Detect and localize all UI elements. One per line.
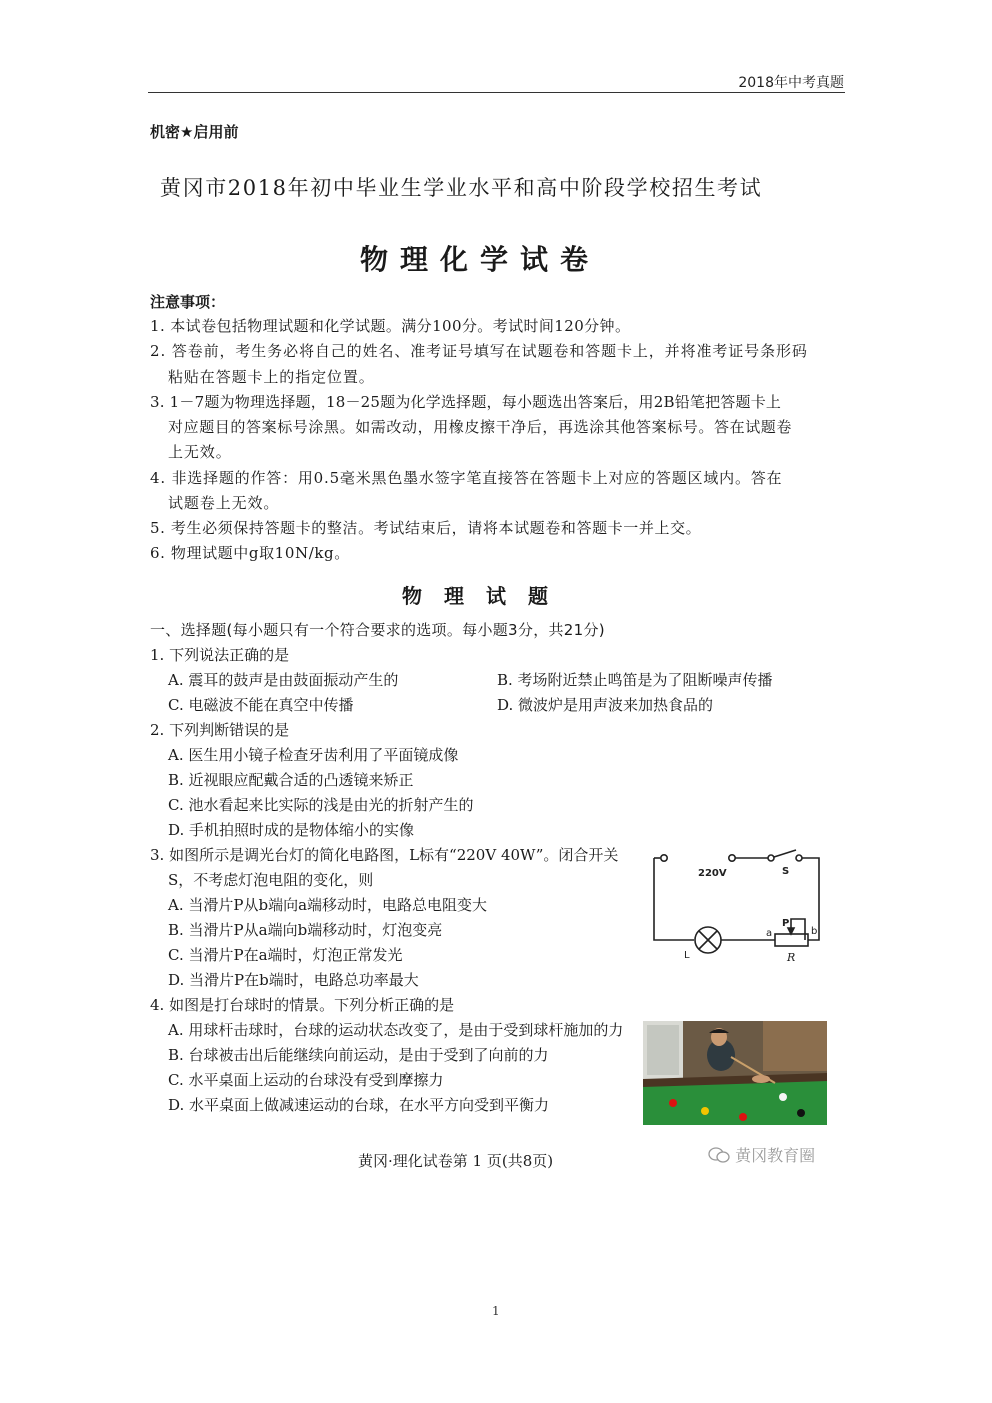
paper-title: 物理化学试卷 xyxy=(360,243,601,276)
circuit-diagram xyxy=(650,848,826,964)
notice-line: 1. 本试卷包括物理试题和化学试题。满分100分。考试时间120分钟。 xyxy=(150,317,631,335)
switch-label: S xyxy=(782,866,790,877)
end-b-label: b xyxy=(811,926,818,937)
notice-line: 5. 考生必须保持答题卡的整洁。考试结束后，请将本试题卷和答题卡一并上交。 xyxy=(150,519,702,537)
question-4-option-b: B. 台球被击出后能继续向前运动，是由于受到了向前的力 xyxy=(168,1046,549,1064)
question-2-option-d: D. 手机拍照时成的是物体缩小的实像 xyxy=(168,821,415,839)
voltage-label: 220V xyxy=(698,868,727,879)
notice-line: 6. 物理试题中g取10N/kg。 xyxy=(150,544,350,562)
question-4-option-d: D. 水平桌面上做减速运动的台球，在水平方向受到平衡力 xyxy=(168,1096,550,1114)
question-3-option-d: D. 当滑片P在b端时，电路总功率最大 xyxy=(168,971,419,989)
question-4-stem: 4. 如图是打台球时的情景。下列分析正确的是 xyxy=(150,996,455,1014)
question-4-option-c: C. 水平桌面上运动的台球没有受到摩擦力 xyxy=(168,1071,444,1089)
confidential-mark: 机密★启用前 xyxy=(150,123,239,141)
switch-pivot xyxy=(768,855,774,861)
header-rule xyxy=(148,92,845,93)
wechat-icon xyxy=(708,1147,730,1163)
question-3-stem-cont: S，不考虑灯泡电阻的变化，则 xyxy=(168,871,374,889)
resistor-r xyxy=(775,934,808,946)
question-3-option-b: B. 当滑片P从a端向b端移动时，灯泡变亮 xyxy=(168,921,443,939)
question-2-option-b: B. 近视眼应配戴合适的凸透镜来矫正 xyxy=(168,771,414,789)
watermark-text: 黄冈教育圈 xyxy=(735,1146,816,1165)
section-title: 物理试题 xyxy=(402,584,570,608)
header-label: 2018年中考真题 xyxy=(738,75,844,91)
question-4-option-a: A. 用球杆击球时，台球的运动状态改变了，是由于受到球杆施加的力 xyxy=(168,1021,624,1039)
question-3-option-c: C. 当滑片P在a端时，灯泡正常发光 xyxy=(168,946,403,964)
question-1-option-d: D. 微波炉是用声波来加热食品的 xyxy=(497,696,714,714)
question-2-stem: 2. 下列判断错误的是 xyxy=(150,721,290,739)
notice-line: 3. 1－7题为物理选择题，18－25题为化学选择题，每小题选出答案后，用2B铅笔把答题卡上 xyxy=(150,393,782,411)
part1-heading: 一、选择题(每小题只有一个符合要求的选项。每小题3分，共21分) xyxy=(150,621,605,639)
notice-heading: 注意事项： xyxy=(150,293,226,311)
question-1-option-b: B. 考场附近禁止鸣笛是为了阻断噪声传播 xyxy=(497,671,773,689)
notice-line: 2. 答卷前，考生务必将自己的姓名、准考证号填写在试题卷和答题卡上，并将准考证号条形码 xyxy=(150,342,808,360)
resistor-label: R xyxy=(787,951,796,964)
question-2-option-a: A. 医生用小镜子检查牙齿利用了平面镜成像 xyxy=(168,746,459,764)
notice-line: 上无效。 xyxy=(168,443,232,461)
page-footer: 黄冈·理化试卷第 1 页(共8页) xyxy=(358,1152,554,1170)
notice-line: 试题卷上无效。 xyxy=(168,494,280,512)
question-3-option-a: A. 当滑片P从b端向a端移动时，电路总电阻变大 xyxy=(168,896,488,914)
billiards-photo xyxy=(643,1021,827,1125)
end-a-label: a xyxy=(766,928,773,939)
notice-line: 对应题目的答案标号涂黑。如需改动，用橡皮擦干净后，再选涂其他答案标号。答在试题卷 xyxy=(168,418,793,436)
page-number: 1 xyxy=(492,1304,500,1318)
slider-label: P xyxy=(782,918,790,929)
question-2-option-c: C. 池水看起来比实际的浅是由光的折射产生的 xyxy=(168,796,474,814)
switch-s xyxy=(774,850,796,857)
question-1-stem: 1. 下列说法正确的是 xyxy=(150,646,290,664)
terminal-left xyxy=(661,855,667,861)
question-3-stem: 3. 如图所示是调光台灯的简化电路图，L标有“220V 40W”。闭合开关 xyxy=(150,846,619,864)
question-1-option-c: C. 电磁波不能在真空中传播 xyxy=(168,696,354,714)
notice-line: 4. 非选择题的作答：用0.5毫米黑色墨水签字笔直接答在答题卡上对应的答题区域内。答在 xyxy=(150,469,783,487)
notice-line: 粘贴在答题卡上的指定位置。 xyxy=(168,368,375,386)
exam-title: 黄冈市2018年初中毕业生学业水平和高中阶段学校招生考试 xyxy=(160,176,763,200)
watermark xyxy=(708,1143,815,1166)
terminal-right xyxy=(729,855,735,861)
question-1-option-a: A. 震耳的鼓声是由鼓面振动产生的 xyxy=(168,671,399,689)
lamp-label: L xyxy=(684,950,690,961)
